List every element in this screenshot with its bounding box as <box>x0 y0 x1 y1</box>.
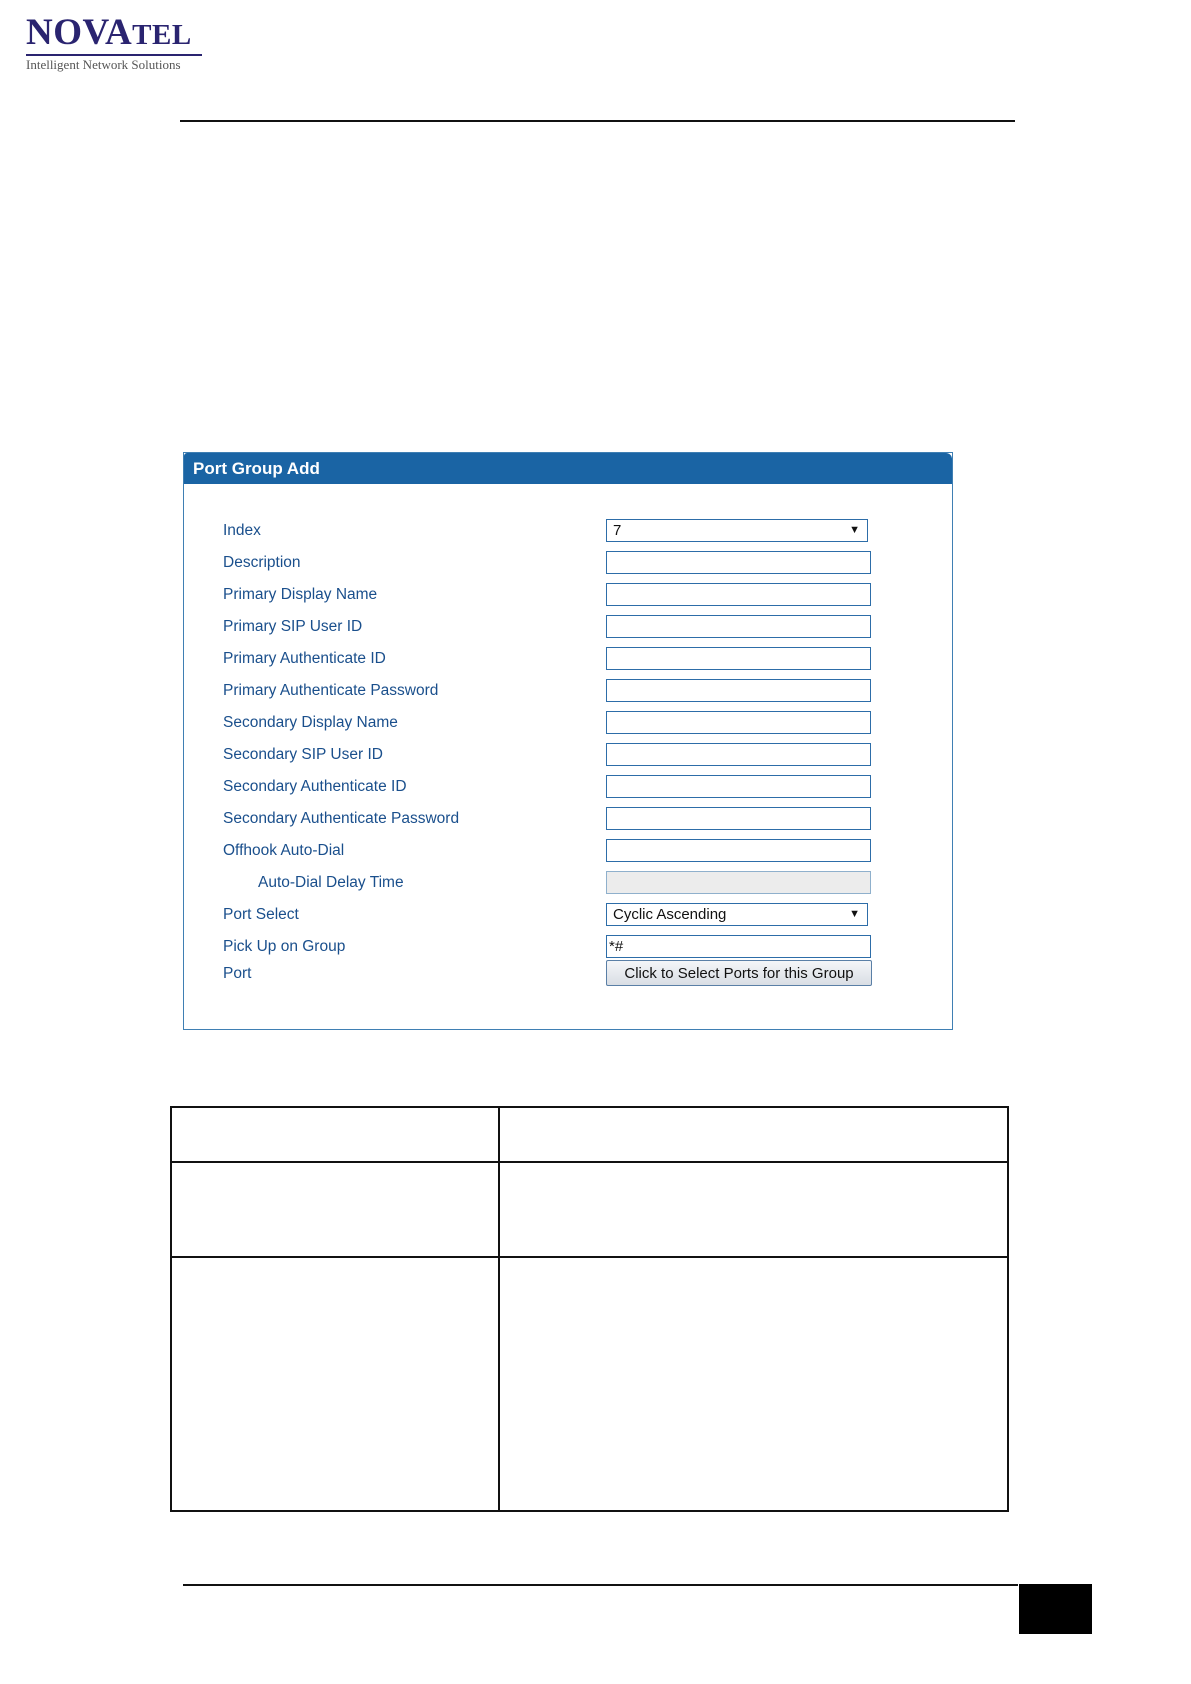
table-row <box>171 1257 1008 1511</box>
table-cell <box>499 1162 1008 1257</box>
form-row-index <box>184 518 952 544</box>
form-row-pick-up-on-group <box>184 934 952 960</box>
primary-sip-user-id-label: Primary SIP User ID <box>223 618 363 635</box>
table-cell <box>171 1162 499 1257</box>
logo-underline <box>26 54 202 56</box>
secondary-auth-id-input[interactable] <box>606 775 871 798</box>
form-row-description <box>184 550 952 576</box>
form-row-primary-sip-user-id <box>184 614 952 640</box>
novatel-logo <box>26 14 202 73</box>
primary-auth-password-label: Primary Authenticate Password <box>223 682 439 699</box>
index-value: 7 <box>613 522 622 539</box>
form-row-port <box>184 961 952 987</box>
secondary-auth-password-label: Secondary Authenticate Password <box>223 810 460 827</box>
table-row <box>171 1162 1008 1257</box>
select-ports-button[interactable]: Click to Select Ports for this Group <box>606 960 872 986</box>
form-row-primary-display-name <box>184 582 952 608</box>
form-row-offhook-auto-dial <box>184 838 952 864</box>
primary-auth-id-input[interactable] <box>606 647 871 670</box>
form-row-secondary-display-name <box>184 710 952 736</box>
form-row-secondary-auth-password <box>184 806 952 832</box>
secondary-sip-user-id-label: Secondary SIP User ID <box>223 746 383 763</box>
pick-up-on-group-input[interactable] <box>606 935 871 958</box>
primary-auth-id-label: Primary Authenticate ID <box>223 650 386 667</box>
offhook-auto-dial-input[interactable] <box>606 839 871 862</box>
secondary-display-name-label: Secondary Display Name <box>223 714 398 731</box>
parameter-table <box>170 1106 1009 1512</box>
port-label: Port <box>223 965 252 982</box>
primary-sip-user-id-input[interactable] <box>606 615 871 638</box>
dropdown-arrow-icon: ▼ <box>849 908 860 920</box>
footer-divider <box>183 1584 1018 1586</box>
port-select-value: Cyclic Ascending <box>613 906 727 923</box>
port-group-add-panel <box>183 452 953 1030</box>
logo-brand: NOVATEL <box>26 12 192 53</box>
auto-dial-delay-time-input <box>606 871 871 894</box>
table-cell <box>499 1257 1008 1511</box>
form-row-secondary-auth-id <box>184 774 952 800</box>
secondary-auth-id-label: Secondary Authenticate ID <box>223 778 407 795</box>
primary-display-name-label: Primary Display Name <box>223 586 378 603</box>
primary-display-name-input[interactable] <box>606 583 871 606</box>
form-row-secondary-sip-user-id <box>184 742 952 768</box>
pick-up-on-group-label: Pick Up on Group <box>223 938 346 955</box>
logo-tagline: Intelligent Network Solutions <box>26 57 181 72</box>
table-row <box>171 1107 1008 1162</box>
offhook-auto-dial-label: Offhook Auto-Dial <box>223 842 345 859</box>
index-label: Index <box>223 522 261 539</box>
form-row-port-select <box>184 902 952 928</box>
panel-title: Port Group Add <box>184 453 952 484</box>
primary-auth-password-input[interactable] <box>606 679 871 702</box>
description-input[interactable] <box>606 551 871 574</box>
description-label: Description <box>223 554 301 571</box>
form-row-primary-auth-id <box>184 646 952 672</box>
form-row-primary-auth-password <box>184 678 952 704</box>
port-select-label: Port Select <box>223 906 299 923</box>
table-cell <box>171 1257 499 1511</box>
secondary-auth-password-input[interactable] <box>606 807 871 830</box>
form-row-auto-dial-delay-time <box>184 870 952 896</box>
secondary-display-name-input[interactable] <box>606 711 871 734</box>
index-select[interactable] <box>606 519 868 542</box>
auto-dial-delay-time-label: Auto-Dial Delay Time <box>258 874 404 891</box>
table-cell <box>171 1107 499 1162</box>
header-divider <box>180 120 1015 122</box>
port-select-dropdown[interactable] <box>606 903 868 926</box>
page-number-box <box>1019 1584 1092 1634</box>
dropdown-arrow-icon: ▼ <box>849 524 860 536</box>
table-cell <box>499 1107 1008 1162</box>
secondary-sip-user-id-input[interactable] <box>606 743 871 766</box>
